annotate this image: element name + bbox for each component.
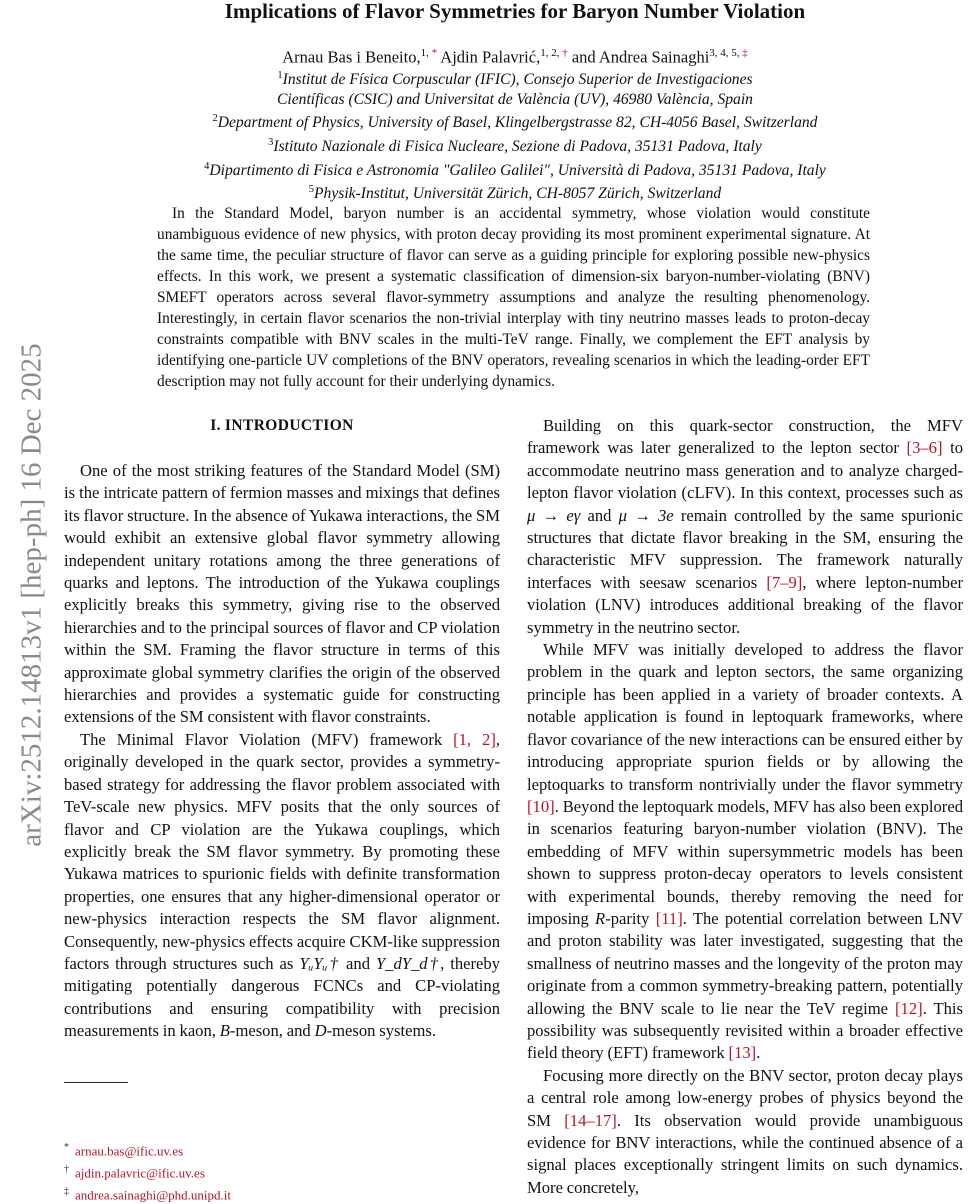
text-run: While MFV was initially developed to address the flavor problem in the quark and lepton sectors, the same organizing principle has been applied in a variety of broader contexts. A notable application is found in leptoquark frameworks, where flavor covariance of the new interactions can be ensured either by introducing appropriate spurion fields or by allowing the leptoquarks to transform nontrivially under the flavor symmetry bbox=[527, 640, 963, 794]
affiliation-text: Department of Physics, University of Basel, Klingelbergstrasse 82, CH-4056 Basel, Switzerland bbox=[217, 114, 818, 132]
footnotes bbox=[64, 1139, 231, 1204]
right-column-body bbox=[527, 415, 963, 1199]
text-run: Focusing more directly on the BNV sector, proton decay plays a central role among low-energy probes of physics beyond the SM bbox=[527, 1065, 963, 1130]
email-link[interactable]: ajdin.palavric@ific.uv.es bbox=[75, 1165, 205, 1181]
text-run: . This possibility was subsequently revisited within a broader effective field theory (EFT) framework bbox=[527, 998, 964, 1063]
footnote-mark: * bbox=[64, 1142, 69, 1153]
text-run: One of the most striking features of the Standard Model (SM) is the intricate pattern of fermion masses and mixings that defines its flavor structure. In the absence of Yukawa interactions, the SM would exhibit an extensive global flavor symmetry allowing independent unitary rotations among the three generations of quarks and leptons. The introduction of the Yukawa couplings explicitly breaks this symmetry, giving rise to the observed hierarchies and to the principal sources of flavor and CP violation within the SM. Framing the flavor structure in terms of this approximate global symmetry clarifies the origin of the observed hierarchies and provides a systematic guide for constructing extensions of the SM consistent with flavor constraints. bbox=[64, 461, 500, 727]
affiliation bbox=[0, 133, 973, 157]
affiliation-text: Dipartimento di Fisica e Astronomia "Galileo Galilei", Università di Padova, 35131 Padova, Italy bbox=[209, 161, 826, 179]
author-name: Arnau Bas i Beneito, bbox=[282, 47, 421, 67]
text-run: , where lepton-number violation (LNV) introduces additional breaking of the flavor symmetry in the neutrino sector. bbox=[527, 572, 963, 637]
abstract: In the Standard Model, baryon number is an accidental symmetry, whose violation would constitute unambiguous evidence of new physics, with proton decay providing its most prominent experimental signature. At the same time, the peculiar structure of flavor can serve as a guiding principle for exploring possible new-physics effects. In this work, we present a systematic classification of dimension-six baryon-number-violating (BNV) SMEFT operators across several flavor-symmetry assumptions and analyze the resulting phenomenology. Interestingly, in certain flavor scenarios the non-trivial interplay with tiny neutrino masses leads to proton-decay constraints compatible with BNV scales in the multi-TeV range. Finally, we complement the EFT analysis by identifying one-particle UV completions of the BNV operators, revealing scenarios in which the leading-order EFT description may not fully account for their underlying dynamics. bbox=[157, 205, 870, 390]
text-run: and bbox=[340, 953, 376, 973]
affiliation-text: Istituto Nazionale di Fisica Nucleare, Sezione di Padova, 35131 Padova, Italy bbox=[273, 138, 762, 156]
paragraph bbox=[527, 1065, 963, 1199]
affiliation bbox=[0, 66, 973, 90]
citation-link[interactable]: [12] bbox=[895, 998, 923, 1018]
citation-link[interactable]: [3–6] bbox=[906, 438, 943, 458]
text-run: , thereby mitigating potentially dangerous FCNCs and CP-violating contributions and ensuring compatibility with precision measurements in kaon, bbox=[64, 953, 500, 1041]
affiliation bbox=[0, 157, 973, 181]
footnote-link[interactable]: * bbox=[431, 47, 438, 59]
text-run: remain controlled by the same spurionic structures that dictate flavor breaking in the SM, ensuring the characteristic MFV suppression. The framework naturally interfaces with seesaw scenarios bbox=[527, 505, 964, 592]
author-name: Ajdin Palavrić, bbox=[440, 47, 541, 67]
footnote bbox=[64, 1183, 231, 1204]
paragraph bbox=[64, 460, 500, 729]
affiliation-text: Científicas (CSIC) and Universitat de València (UV), 46980 València, Spain bbox=[277, 90, 753, 108]
affiliation-number: 2 bbox=[212, 113, 218, 125]
math-inline: D bbox=[314, 1021, 327, 1041]
citation-link[interactable]: [10] bbox=[527, 796, 555, 816]
author-affiliation-marks: 1, 2, bbox=[540, 47, 560, 59]
citation-link[interactable]: [14–17] bbox=[564, 1110, 617, 1130]
paragraph bbox=[64, 729, 500, 1043]
math-inline: μ → eγ bbox=[527, 505, 581, 525]
affiliations bbox=[0, 66, 973, 204]
footnote-link[interactable]: ‡ bbox=[742, 47, 748, 59]
footnote-mark: † bbox=[64, 1163, 69, 1175]
paragraph bbox=[527, 639, 963, 1065]
citation-link[interactable]: [11] bbox=[655, 908, 683, 928]
math-inline: B bbox=[219, 1021, 230, 1041]
text-run: and bbox=[580, 505, 619, 525]
text-run: -meson, and bbox=[229, 1021, 315, 1041]
left-column bbox=[64, 415, 500, 1043]
affiliation bbox=[0, 90, 973, 110]
footnote-mark: ‡ bbox=[64, 1185, 69, 1197]
affiliation-text: Physik-Institut, Universität Zürich, CH-8057 Zürich, Switzerland bbox=[314, 185, 722, 203]
text-run: to accommodate neutrino mass generation and to analyze charged-lepton flavor violation (cLFV). In this context, processes such as bbox=[527, 438, 963, 503]
affiliation-number: 3 bbox=[268, 136, 274, 148]
email-link[interactable]: andrea.sainaghi@phd.unipd.it bbox=[75, 1186, 232, 1202]
text-run: The Minimal Flavor Violation (MFV) framework bbox=[80, 729, 454, 749]
author-name: and Andrea Sainaghi bbox=[571, 47, 710, 67]
footnote-rule bbox=[64, 1082, 128, 1083]
text-run: . Beyond the leptoquark models, MFV has also been explored in scenarios featuring baryon-number violation (BNV). The embedding of MFV within supersymmetric models has been shown to suppress proton-decay operators to levels consistent with experimental bounds, thereby removing the need for imposing bbox=[527, 796, 963, 928]
left-column-body bbox=[64, 460, 500, 1043]
math-inline: R bbox=[595, 908, 606, 928]
text-run: -meson systems. bbox=[326, 1021, 436, 1041]
text-run: . bbox=[756, 1043, 761, 1063]
text-run: , originally developed in the quark sector, provides a symmetry-based strategy for addressing the flavor problem associated with TeV-scale new physics. MFV posits that the only sources of flavor and CP violation are the Yukawa couplings, which explicitly break the SM flavor symmetry. By promoting these Yukawa matrices to spurionic fields with definite transformation properties, one ensures that any higher-dimensional operator or new-physics interaction respects the SM flavor alignment. Consequently, new-physics effects acquire CKM-like suppression factors through structures such as bbox=[64, 729, 500, 973]
math-inline: μ → 3e bbox=[618, 505, 674, 525]
footnote-link[interactable]: † bbox=[562, 47, 568, 59]
right-column bbox=[527, 415, 963, 1199]
math-inline: Y_dY_d† bbox=[375, 953, 441, 973]
author-affiliation-marks: 3, 4, 5, bbox=[709, 47, 740, 59]
footnote bbox=[64, 1161, 231, 1183]
email-link[interactable]: arnau.bas@ific.uv.es bbox=[75, 1143, 184, 1159]
footnote bbox=[64, 1139, 231, 1161]
citation-link[interactable]: [13] bbox=[728, 1043, 757, 1063]
section-heading: I. INTRODUCTION bbox=[210, 417, 354, 434]
arxiv-stamp: arXiv:2512.14813v1 [hep-ph] 16 Dec 2025 bbox=[15, 343, 48, 847]
paragraph bbox=[527, 415, 963, 639]
affiliation-number: 5 bbox=[308, 184, 315, 196]
text-run: . The potential correlation between LNV and proton stability was later investigated, suggesting that the smallness of neutrino masses and the longevity of the proton may originate from a common symmetry-breaking pattern, potentially allowing the BNV scale to lie near the TeV regime bbox=[527, 908, 963, 1018]
citation-link[interactable]: [1, 2] bbox=[453, 729, 496, 749]
affiliation-number: 1 bbox=[277, 70, 283, 81]
affiliation-text: Institut de Física Corpuscular (IFIC), Consejo Superior de Investigaciones bbox=[282, 71, 753, 89]
text-run: . Its observation would provide unambiguous evidence for BNV interactions, while the continued absence of a signal places exceptionally stringent limits on such dynamics. More concretely, bbox=[527, 1110, 963, 1197]
author-list bbox=[0, 42, 973, 69]
math-inline: YᵤYᵤ† bbox=[299, 953, 341, 973]
text-run: Building on this quark-sector construction, the MFV framework was later generalized to the lepton sector bbox=[527, 416, 963, 458]
paper-title: Implications of Flavor Symmetries for Baryon Number Violation bbox=[224, 0, 806, 23]
affiliation-number: 4 bbox=[204, 160, 210, 172]
affiliation bbox=[0, 180, 973, 204]
citation-link[interactable]: [7–9] bbox=[766, 572, 803, 592]
affiliation bbox=[0, 109, 973, 133]
author-affiliation-marks: 1, bbox=[420, 47, 429, 59]
text-run: -parity bbox=[605, 908, 656, 928]
